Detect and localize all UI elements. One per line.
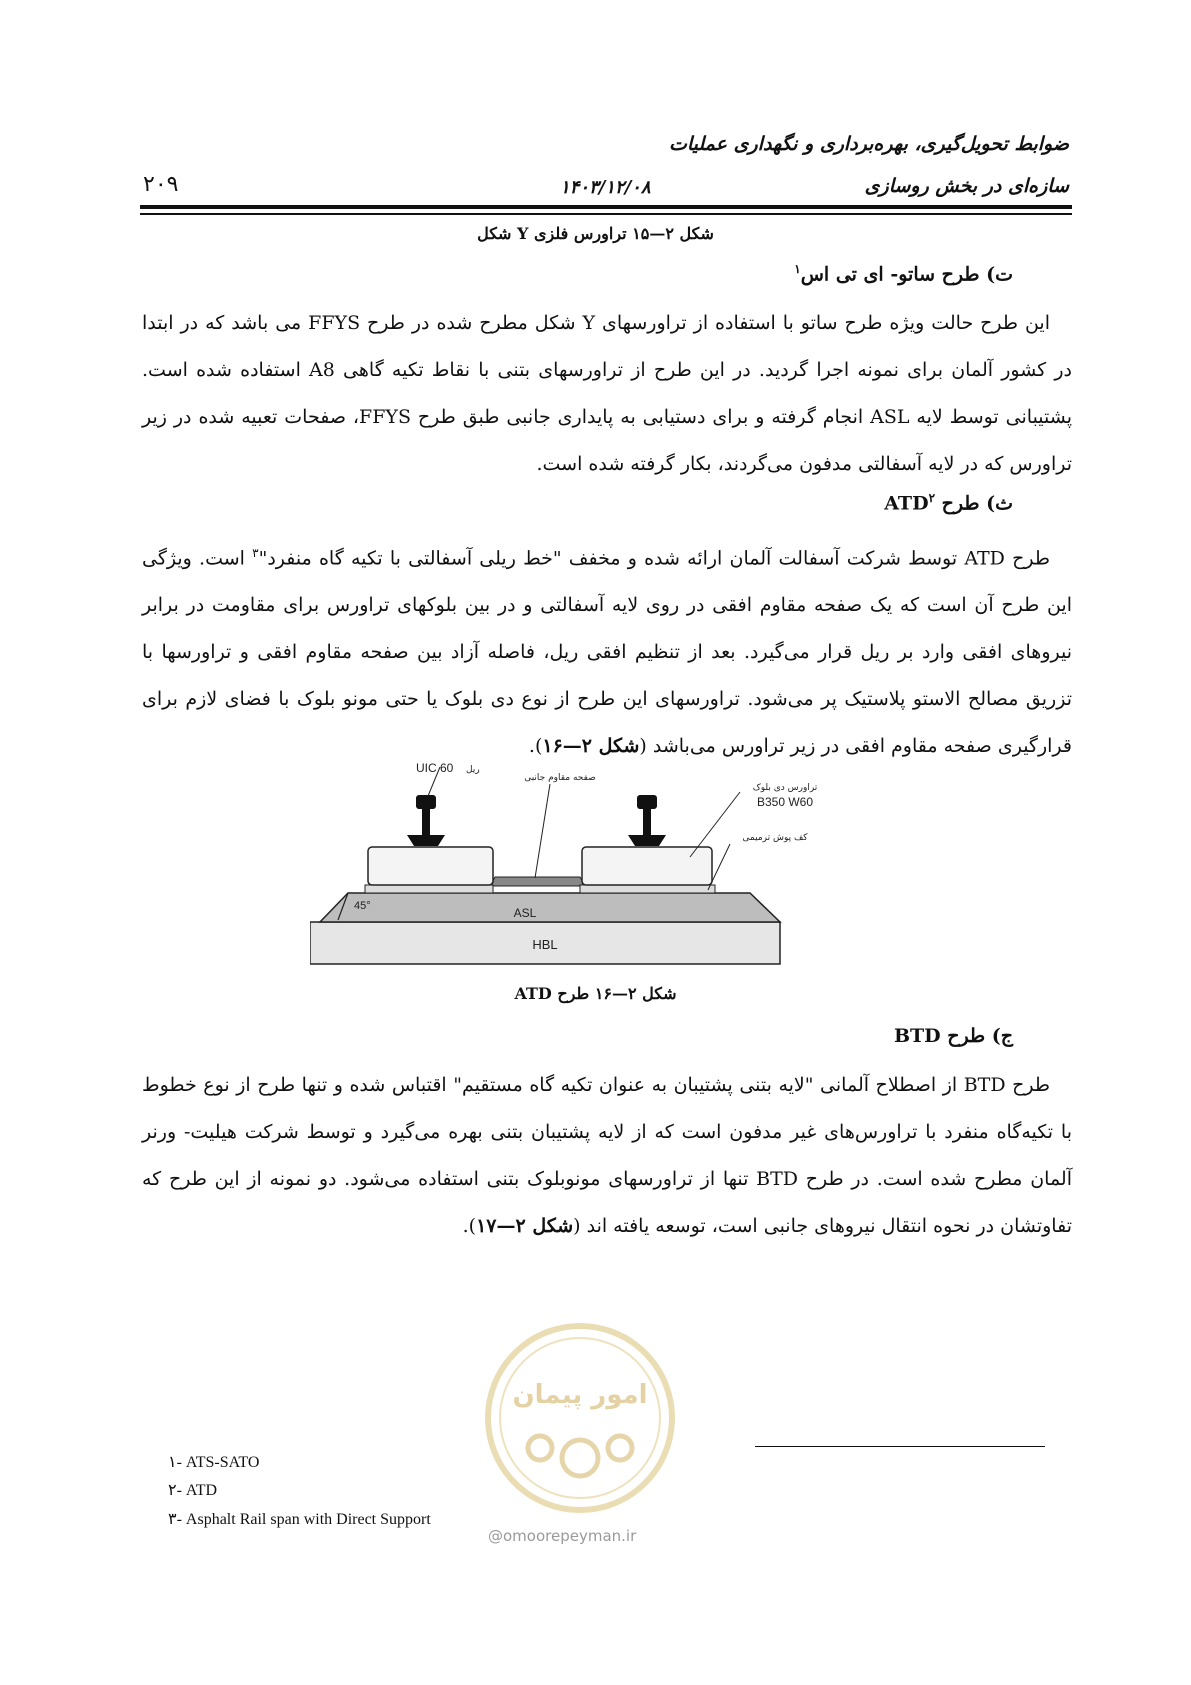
rail-label-en: UIC 60 — [416, 762, 454, 775]
footnote-rule — [755, 1446, 1045, 1447]
pad-left — [365, 885, 493, 893]
sleeper-label-fa: تراورس دی بلوک — [752, 783, 818, 793]
angle-label: 45° — [354, 900, 371, 912]
footnote-ref-2[interactable]: ۲ — [928, 491, 936, 505]
sleeper-label-en: B350 W60 — [756, 795, 814, 809]
section-t-body-text: این طرح حالت ویژه طرح ساتو با استفاده از تراورسهای Y شکل مطرح شده در طرح FFYS می باشد که در ابتدا در کشور آلمان برای نمونه اجرا گردید. در این طرح از تراورسهای بتنی با نقاط تکیه گاهی A8 استفاده شده است. پشتیبانی توسط لایه ASL انجام گرفته و برای دستیابی به پایداری جانبی طبق طرح FFYS، صفحات تعبیه شده در زیر تراورس که در لایه آسفالتی مدفون می‌گردند، بکار گرفته شده است. — [142, 312, 1073, 475]
pad-label: کف پوش ترمیمی — [742, 833, 808, 843]
section-th-body — [142, 530, 1072, 770]
page-number: ۲۰۹ — [143, 172, 179, 197]
header-title-line1: ضوابط تحویل‌گیری، بهره‌برداری و نگهداری عملیات — [668, 133, 1069, 155]
figure-15-caption: شکل ۲—۱۵ تراورس فلزی Y شکل — [477, 224, 714, 243]
footnote-ref-3[interactable]: ۳ — [252, 546, 259, 560]
section-th-heading — [884, 491, 1013, 514]
asl-label: ASL — [513, 906, 537, 920]
section-th-heading-text: ث) طرح ATD — [884, 492, 1013, 515]
leader-sleeper — [690, 792, 740, 857]
rail-right — [628, 795, 666, 846]
section-j-body-part1: طرح BTD از اصطلاح آلمانی "لایه بتنی پشتیبان به عنوان تکیه گاه مستقیم" اقتباس شده و تنها طرح از نوع خطوط با تکیه‌گاه منفرد با تراورس‌های غیر مدفون است که از لایه پشتیبان بتنی بهره می‌گیرد و توسط شرکت هیلیت- ورنر آلمان مطرح شده است. در طرح BTD تنها از تراورسهای مونوبلوک بتنی استفاده می‌شود. دو نمونه از این طرح که تفاوتشان در نحوه انتقال نیروهای جانبی است، توسعه یافته اند ( — [142, 1074, 1072, 1237]
rail-label-fa: ریل — [466, 765, 480, 775]
header-rule-thick — [140, 205, 1072, 209]
header-rule-thin — [140, 213, 1072, 215]
rail-left — [407, 795, 445, 846]
figure-16-reference[interactable]: شکل ۲—۱۶ — [542, 735, 640, 758]
footnote-1: ۱- ATS-SATO — [168, 1454, 260, 1471]
section-t-heading-text: ت) طرح ساتو- ای تی اس — [800, 263, 1013, 286]
gear-icon — [528, 1436, 632, 1476]
section-th-body-part2: است. ویژگی این طرح آن است که یک صفحه مقاوم افقی در روی لایه آسفالتی و در بین بلوکهای تراورس برای مقاومت در برابر نیروهای افقی وارد بر ریل قرار می‌گیرد. بعد از تنظیم افقی ریل، فاصله آزاد بین صفحه مقاوم افقی و تراورسها با تزریق مصالح الاستو پلاستیک پر می‌شود. تراورسهای این طرح از نوع دی بلوک یا حتی مونو بلوک با فضای لازم برای قرارگیری صفحه مقاوم افقی در زیر تراورس می‌باشد ( — [142, 547, 1072, 758]
watermark-site-text: omoorepeyman.ir — [503, 1527, 637, 1545]
pad-right — [580, 885, 715, 893]
section-th-body-part1: طرح ATD توسط شرکت آسفالت آلمان ارائه شده و مخفف "خط ریلی آسفالتی با تکیه گاه منفرد" — [258, 547, 1050, 570]
section-th-body-part3: ). — [528, 735, 543, 758]
footnote-ref-1[interactable]: ۱ — [794, 262, 801, 276]
sleeper-block-right — [582, 847, 712, 885]
header-date: ۱۴۰۳/۱۲/۰۸ — [560, 177, 651, 198]
section-j-body — [142, 1062, 1072, 1250]
section-j-heading: ج) طرح BTD — [893, 1025, 1013, 1047]
footnote-3: ۳- Asphalt Rail span with Direct Support — [168, 1511, 431, 1528]
figure-16-caption: شکل ۲—۱۶ طرح ATD — [514, 984, 677, 1003]
footnote-2: ۲- ATD — [168, 1482, 218, 1499]
watermark-logo — [480, 1318, 680, 1518]
at-icon: @ — [488, 1527, 503, 1545]
section-j-body-part2: ). — [462, 1215, 477, 1237]
lateral-plate — [490, 877, 585, 886]
section-t-body — [142, 300, 1072, 488]
section-t-heading — [794, 262, 1013, 285]
hbl-label: HBL — [532, 937, 558, 952]
leader-plate — [535, 784, 550, 878]
asl-layer — [320, 893, 780, 922]
header-title-line2: سازه‌ای در بخش روسازی — [864, 175, 1069, 197]
sleeper-block-left — [368, 847, 493, 885]
plate-label: صفحه مقاوم جانبی — [524, 773, 596, 783]
watermark-site — [488, 1527, 636, 1545]
figure-16-atd-diagram — [310, 762, 850, 972]
watermark-logo-text: امور پیمان — [512, 1380, 648, 1410]
figure-17-reference[interactable]: شکل ۲—۱۷ — [476, 1215, 574, 1237]
